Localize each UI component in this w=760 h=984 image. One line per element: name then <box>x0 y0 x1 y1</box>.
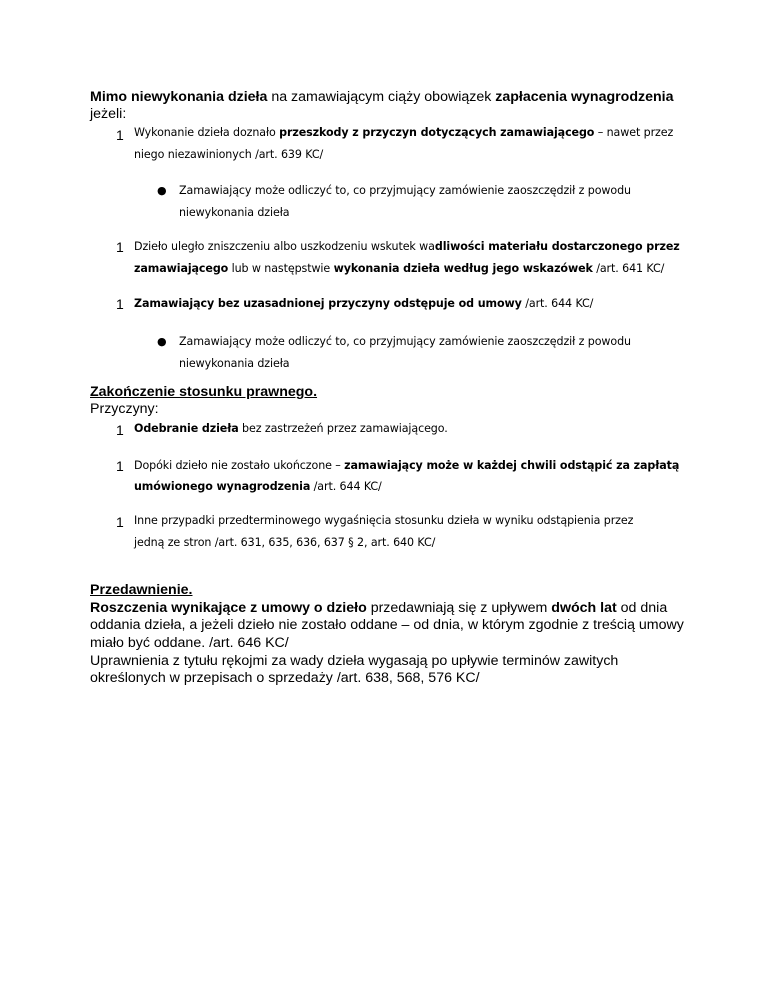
list-item-text <box>134 293 593 315</box>
paragraph-line: określonych w przepisach o sprzedaży /art. 638, 568, 576 KC/ <box>90 670 480 686</box>
list-number: 1 <box>116 514 124 530</box>
bold-run: Mimo niewykonania dzieła <box>90 89 268 105</box>
text-run: przedawniają się z upływem <box>366 600 552 616</box>
list-item-text <box>134 455 679 477</box>
list-item-text <box>134 532 435 554</box>
bullet-icon: ● <box>157 184 167 197</box>
list-number: 1 <box>116 239 124 255</box>
section1-intro-cont: jeżeli: <box>90 106 127 122</box>
bold-run: Roszczenia wynikające z umowy o dzieło <box>90 600 367 616</box>
bold-run: zamawiającego <box>134 262 229 275</box>
bold-run: zamawiający może w każdej chwili odstąpić za zapłatą <box>344 459 680 472</box>
text-run: niego niezawinionych /art. 639 KC/ <box>134 148 324 161</box>
text-run: Dopóki dzieło nie zostało ukończone – <box>134 459 345 472</box>
list-item-text <box>134 510 633 532</box>
bold-run: Zamawiający bez uzasadnionej przyczyny odstępuje od umowy <box>134 297 522 310</box>
text-run: Dzieło uległo zniszczeniu albo uszkodzeniu wskutek wa <box>134 240 435 253</box>
text-run: na zamawiającym ciąży obowiązek <box>267 89 496 105</box>
section-subheading: Przyczyny: <box>90 401 159 417</box>
bullet-text: niewykonania dzieła <box>179 206 290 219</box>
section-heading: Zakończenie stosunku prawnego. <box>90 384 318 400</box>
bold-run: wykonania dzieła według jego wskazówek <box>333 262 593 275</box>
list-number: 1 <box>116 422 124 438</box>
list-number: 1 <box>116 127 124 143</box>
paragraph-line: miało być oddane. /art. 646 KC/ <box>90 635 289 651</box>
text-run: od dnia <box>616 600 668 616</box>
list-item-text <box>134 258 664 280</box>
text-run: – nawet przez <box>594 126 674 139</box>
list-item-text <box>134 122 673 144</box>
text-run: /art. 644 KC/ <box>521 297 594 310</box>
section-heading: Przedawnienie. <box>90 582 193 598</box>
list-number: 1 <box>116 458 124 474</box>
paragraph-line <box>90 600 667 617</box>
paragraph-line: oddania dzieła, a jeżeli dzieło nie zostało oddane – od dnia, w którym zgodnie z treścią umowy <box>90 617 684 633</box>
bold-run: umówionego wynagrodzenia <box>134 480 311 493</box>
bold-run: dwóch lat <box>551 600 617 616</box>
text-run: /art. 644 KC/ <box>310 480 382 493</box>
list-item-text <box>134 236 680 258</box>
bullet-text: Zamawiający może odliczyć to, co przyjmujący zamówienie zaoszczędził z powodu <box>179 184 631 197</box>
text-run: Inne przypadki przedterminowego wygaśnięcia stosunku dzieła w wyniku odstąpienia przez <box>134 514 634 527</box>
bullet-icon: ● <box>157 335 167 348</box>
bold-run: zapłacenia wynagrodzenia <box>495 89 674 105</box>
paragraph-line: Uprawnienia z tytułu rękojmi za wady dzieła wygasają po upływie terminów zawitych <box>90 653 619 669</box>
text-run: Wykonanie dzieła doznało <box>134 126 280 139</box>
text-run: lub w następstwie <box>228 262 334 275</box>
bullet-text: niewykonania dzieła <box>179 357 290 370</box>
list-item-text <box>134 476 382 498</box>
bold-run: przeszkody z przyczyn dotyczących zamawiającego <box>279 126 595 139</box>
text-run: bez zastrzeżeń przez zamawiającego. <box>238 422 448 435</box>
list-item-text <box>134 144 323 166</box>
bold-run: dliwości materiału dostarczonego przez <box>434 240 680 253</box>
section1-intro <box>90 89 673 106</box>
bold-run: Odebranie dzieła <box>134 422 239 435</box>
text-run: jedną ze stron /art. 631, 635, 636, 637 § 2, art. 640 KC/ <box>134 536 436 549</box>
list-number: 1 <box>116 296 124 312</box>
text-run: /art. 641 KC/ <box>592 262 665 275</box>
bullet-text: Zamawiający może odliczyć to, co przyjmujący zamówienie zaoszczędził z powodu <box>179 335 631 348</box>
list-item-text <box>134 418 448 440</box>
